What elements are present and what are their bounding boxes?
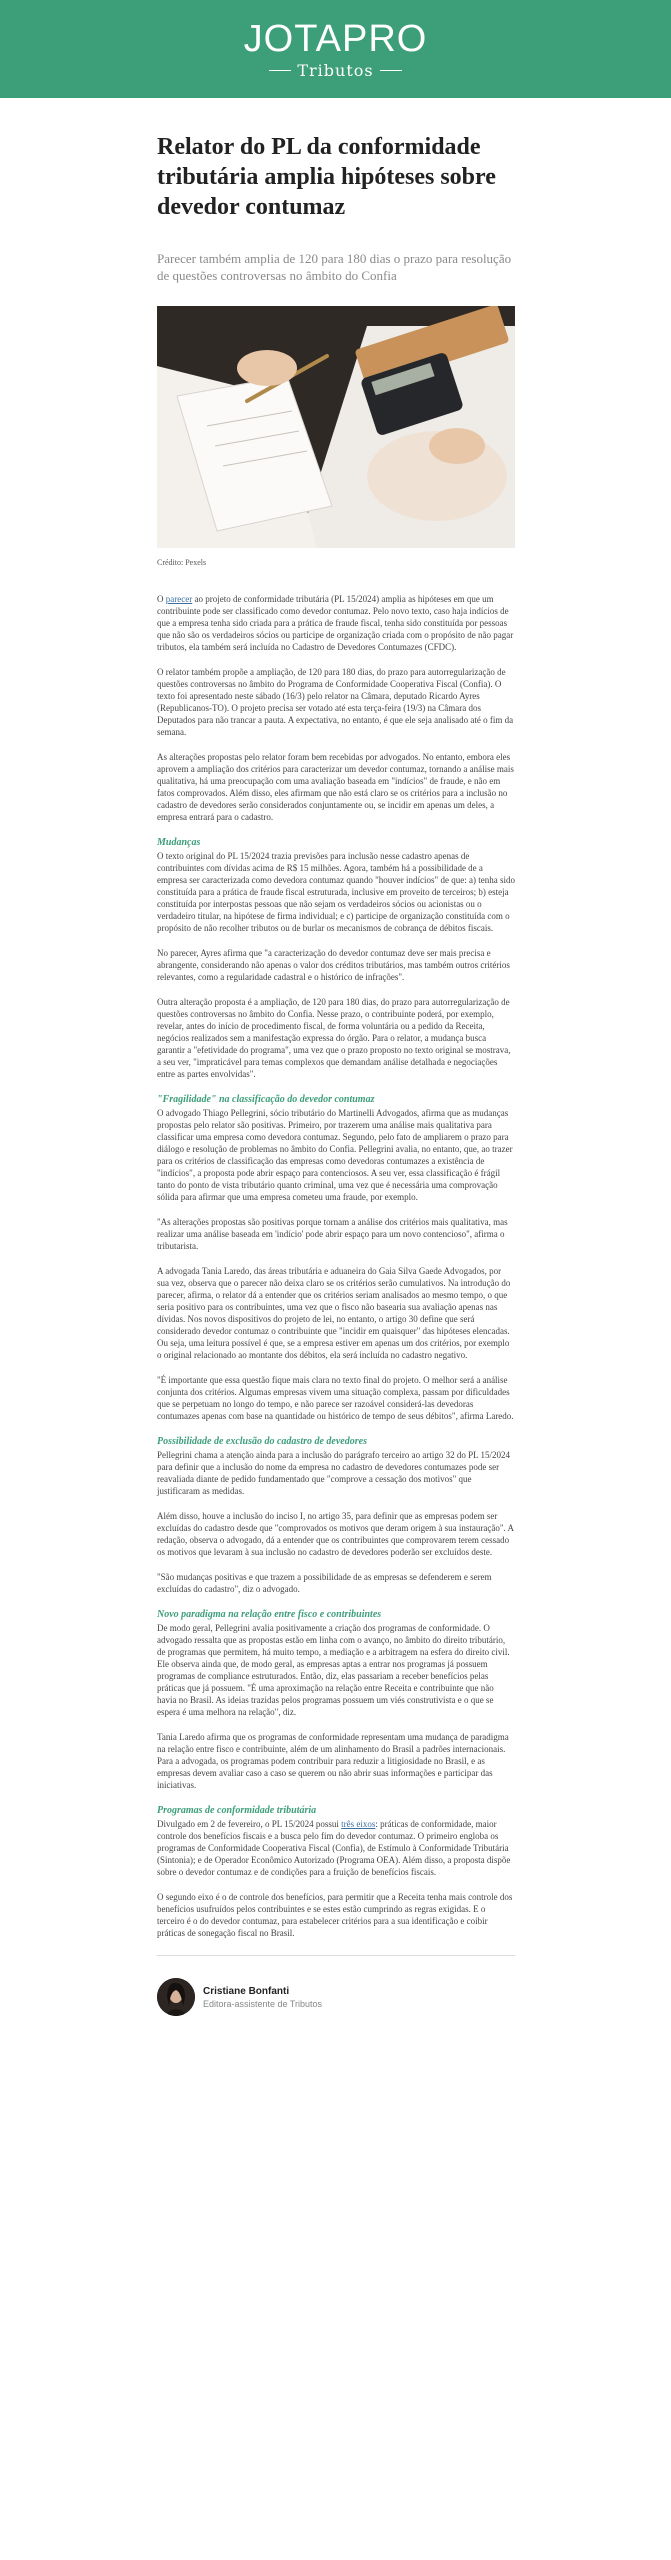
- author-divider: [157, 1955, 515, 1956]
- paragraph: Outra alteração proposta é a ampliação, de 120 para 180 dias, do prazo para autorregularização de questões controversas no âmbito do Confia. Nesse prazo, o contribuinte poderá, por exemplo, revelar, antes do início de procedimento fiscal, de forma voluntária ou a pedido da Receita, negócios realizados sem a manifestação expressa do órgão. Para o relator, a mudança busca garantir a "efetividade do programa", uma vez que o prazo proposto no texto original se mostrava, a seu ver, "impraticável para temas complexos que demandam análise detalhada e negociações entre as partes envolvidas".: [157, 997, 511, 1079]
- section-heading-programas: Programas de conformidade tributária: [157, 1805, 317, 1816]
- logo-rule-right: [380, 70, 402, 71]
- paragraph: Pellegrini chama a atenção ainda para a inclusão do parágrafo terceiro ao artigo 32 do PL 15/2024 para definir que a inclusão do nome da empresa no cadastro de devedores contumazes pode ser reavaliada diante de pedido fundamentado que "comprove a cessação dos motivos" que justificaram as medidas.: [157, 1450, 511, 1496]
- article-body: [157, 593, 515, 1939]
- paragraph: No parecer, Ayres afirma que "a caracterização do devedor contumaz deve ser mais precisa e abrangente, considerando não apenas o valor dos créditos tributários, mas também outros critérios relevantes, como a regularidade cadastral e o histórico de infrações".: [157, 948, 510, 982]
- author-name[interactable]: Cristiane Bonfanti: [203, 1985, 290, 1997]
- calculator-desk-illustration: [157, 306, 515, 548]
- paragraph: O texto original do PL 15/2024 trazia previsões para inclusão nesse cadastro apenas de contribuintes com dívidas acima de R$ 15 milhões. Agora, também há a possibilidade de a empresa ser caracterizada como devedora contumaz quando "houver indícios" de que: a) tenha sido constituída para a prática de fraude fiscal estruturada, inclusive em proveito de terceiros; b) esteja constituída por interpostas pessoas que não sejam os verdadeiros sócios ou acionistas ou o verdadeiro titular, na hipótese de firma individual; e c) participe de organização constituída com o propósito de não recolher tributos ou de burlar os mecanismos de cobrança de débitos fiscais.: [157, 851, 515, 933]
- jotapro-logo[interactable]: [244, 19, 428, 80]
- article-subtitle: Parecer também amplia de 120 para 180 dias o prazo para resolução de questões controversas no âmbito do Confia: [157, 251, 512, 283]
- paragraph: O segundo eixo é o de controle dos benefícios, para permitir que a Receita tenha mais controle dos benefícios usufruídos pelos contribuintes e se estes estão cumprindo as regras exigidas. E o terceiro é o do devedor contumaz, para estabelecer critérios para a sua identificação e coibir práticas de sonegação fiscal no Brasil.: [157, 1892, 513, 1938]
- paragraph-text: Divulgado em 2 de fevereiro, o PL 15/2024 possui: [157, 1819, 342, 1829]
- author-portrait-icon: [157, 1978, 195, 2016]
- section-heading-paradigma: Novo paradigma na relação entre fisco e contribuintes: [157, 1609, 382, 1620]
- paragraph: De modo geral, Pellegrini avalia positivamente a criação dos programas de conformidade. O advogado ressalta que as propostas estão em linha com o avanço, no âmbito do direito tributário, de programas que permitem, há muito tempo, a mediação e a arbitragem na esfera do direito civil. Ele observa ainda que, de modo geral, as empresas aptas a entrar nos programas já possuem programas de compliance estruturados. Então, diz, elas passariam a receber benefícios pelas práticas que já possuem. "É uma aproximação na relação entre Receita e contribuinte que não havia no Brasil. As ideias trazidas pelos programas possuem um viés construtivista e o que se espera é uma melhora na relação", diz.: [157, 1623, 510, 1717]
- paragraph: O advogado Thiago Pellegrini, sócio tributário do Martinelli Advogados, afirma que as mudanças propostas pelo relator são positivas. Primeiro, por trazerem uma análise mais qualitativa para classificar uma empresa como devedora contumaz. Segundo, pelo fato de ampliarem o prazo para diálogo e resolução de problemas no âmbito do Confia. Pellegrini avalia, no entanto, que, ao trazer para os critérios de classificação das empresas como devedoras contumazes a existência de "indícios", a proposta pode abrir espaço para contenciosos. A seu ver, essa classificação é frágil tanto do ponto de vista tributário quanto criminal, uma vez que é necessária uma comprovação sólida para afirmar que uma empresa cometeu uma fraude, por exemplo.: [157, 1108, 513, 1202]
- logo-sub-label: Tributos: [297, 60, 374, 80]
- article-photo: [157, 306, 515, 548]
- parecer-link[interactable]: parecer: [165, 594, 193, 604]
- author-card[interactable]: [157, 1978, 515, 2016]
- paragraph-text: O: [157, 594, 166, 604]
- author-avatar[interactable]: [157, 1978, 195, 2016]
- article: [157, 132, 515, 2016]
- author-role: Editora-assistente de Tributos: [203, 1998, 323, 2009]
- paragraph: A advogada Tania Laredo, das áreas tributária e aduaneira do Gaia Silva Gaede Advogados, por sua vez, observa que o parecer não deixa claro se os critérios serão cumulativos. Na introdução do parecer, afirma, o relator dá a entender que os critérios seriam analisados ao mesmo tempo, o que seria positivo para os contribuintes, uma vez que o fisco não basearia sua avaliação apenas nas dívidas. Nos novos dispositivos do projeto de lei, no entanto, o artigo 30 define que será considerado devedor contumaz o contribuinte que "incidir em quaisquer" das hipóteses elencadas. Ou seja, uma leitura possível é que, se a empresa estiver em apenas um dos critérios, por exemplo o original relacionado ao montante dos débitos, ela será incluída no cadastro negativo.: [157, 1266, 511, 1360]
- tres-eixos-link[interactable]: três eixos: [341, 1819, 376, 1829]
- site-header: [0, 0, 671, 98]
- paragraph-text: : práticas de conformidade, maior controle dos benefícios fiscais e a busca pelo fim do devedor contumaz. O primeiro engloba os programas de Conformidade Cooperativa Fiscal (Confia), de Estímulo à Conformidade Tributária (Sintonia); e de Operador Econômico Autorizado (Programa OEA). Além disso, a proposta dispõe sobre o devedor contumaz e de condições para a fruição de benefícios fiscais.: [157, 1819, 511, 1877]
- paragraph: Além disso, houve a inclusão do inciso I, no artigo 35, para definir que as empresas podem ser excluídas do cadastro desde que "comprovados os motivos que deram origem à sua instauração". A redação, observa o advogado, dá a entender que os contribuintes que comprovarem terem cessado os motivos que levaram à sua inclusão no cadastro de devedores poderão ser excluídos deste.: [157, 1511, 514, 1557]
- paragraph: [157, 593, 515, 653]
- author-info: [203, 1986, 322, 2009]
- paragraph: As alterações propostas pelo relator foram bem recebidas por advogados. No entanto, embora eles aprovem a ampliação dos critérios para caracterizar um devedor contumaz, tornando a análise mais qualitativa, há uma preocupação com uma avaliação baseada em "indícios" de fraude, e não em fatos comprovados. Além disso, eles afirmam que não está claro se os critérios para a inclusão no cadastro de devedores serão considerados conjuntamente ou, se incidir em apenas um deles, a empresa entrará para o cadastro.: [157, 752, 514, 822]
- paragraph: "É importante que essa questão fique mais clara no texto final do projeto. O melhor será a análise conjunta dos critérios. Algumas empresas vivem uma situação complexa, passam por dificuldades que se perpetuam no longo do tempo, e não parece ser razoável considerá-las devedoras contumazes apenas com base na quantidade ou histórico de tempo de seus débitos", afirma Laredo.: [157, 1375, 514, 1421]
- section-heading-mudancas: Mudanças: [157, 837, 201, 848]
- paragraph: "As alterações propostas são positivas porque tornam a análise dos critérios mais qualitativa, mas realizar uma análise baseada em 'indício' pode abrir espaço para um novo contencioso", afirma o tributarista.: [157, 1217, 508, 1251]
- paragraph-text: ao projeto de conformidade tributária (PL 15/2024) amplia as hipóteses em que um contribuinte pode ser classificado como devedor contumaz. Pelo novo texto, caso haja indícios de que a empresa tenha sido criada para a prática de fraude fiscal, tenha sido constituída por pessoas que não são os verdadeiros sócios ou participe de organização criada com o propósito de não pagar tributos, ela também será incluída no Cadastro de Devedores Contumazes (CFDC).: [157, 594, 514, 652]
- paragraph: "São mudanças positivas e que trazem a possibilidade de as empresas se defenderem e serem excluídas do cadastro", diz o advogado.: [157, 1572, 492, 1594]
- paragraph: [157, 1818, 515, 1878]
- image-credit: Crédito: Pexels: [157, 558, 207, 567]
- article-title: Relator do PL da conformidade tributária amplia hipóteses sobre devedor contumaz: [157, 134, 496, 220]
- logo-main-text: JOTAPRO: [243, 17, 428, 60]
- paragraph: O relator também propõe a ampliação, de 120 para 180 dias, do prazo para autorregularização de questões controversas no âmbito do Programa de Conformidade Cooperativa Fiscal (Confia). O texto foi apresentado neste sábado (16/3) pelo relator na Câmara, deputado Ricardo Ayres (Republicanos-TO). O projeto precisa ser votado até esta terça-feira (19/3) na Câmara dos Deputados para não trancar a pauta. A expectativa, no entanto, é que ele seja analisado até o fim da semana.: [157, 667, 514, 737]
- logo-sub-text: [244, 61, 428, 80]
- paragraph: Tania Laredo afirma que os programas de conformidade representam uma mudança de paradigma na relação entre fisco e contribuinte, além de um alinhamento do Brasil a padrões internacionais. Para a advogada, os programas podem contribuir para reduzir a litigiosidade no Brasil, e as empresas devem avaliar caso a caso se querem ou não abrir suas informações e participar das iniciativas.: [157, 1732, 509, 1790]
- logo-rule-left: [269, 70, 291, 71]
- section-heading-exclusao: Possibilidade de exclusão do cadastro de devedores: [157, 1436, 367, 1447]
- section-heading-fragilidade: "Fragilidade" na classificação do devedor contumaz: [157, 1094, 375, 1105]
